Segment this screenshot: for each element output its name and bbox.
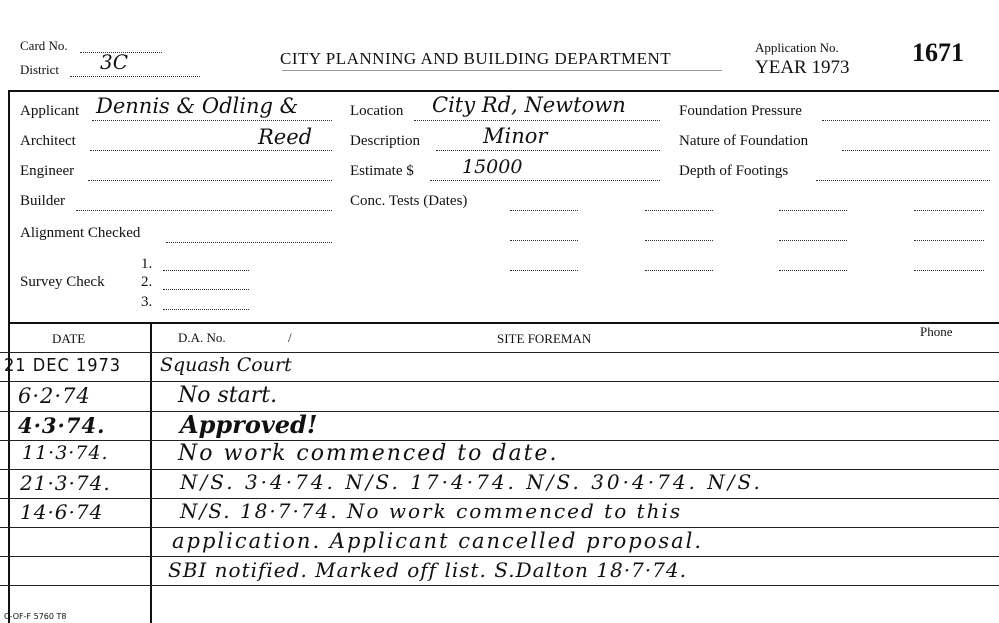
survey-label: Survey Check (20, 274, 105, 290)
engineer-label: Engineer (20, 163, 75, 179)
applicant-line (92, 120, 332, 121)
survey-3-label: 3. (141, 294, 153, 310)
conc-tests-label: Conc. Tests (Dates) (350, 193, 468, 209)
row-date: 14·6·74 (20, 500, 104, 524)
estimate-label: Estimate $ (350, 163, 414, 179)
form-code: C-OF-F 5760 T8 (4, 612, 67, 621)
description-line (436, 150, 660, 151)
description-value: Minor (483, 124, 548, 148)
alignment-line (166, 242, 332, 243)
survey-2-label: 2. (141, 274, 153, 290)
survey-1-label: 1. (141, 256, 153, 272)
nature-foundation-label: Nature of Foundation (679, 133, 809, 149)
architect-line (90, 150, 332, 151)
description-label: Description (350, 133, 420, 149)
conc-test-line (645, 240, 713, 241)
conc-test-line (510, 210, 578, 211)
table-top-border (8, 322, 999, 324)
location-value: City Rd, Newtown (432, 93, 626, 117)
engineer-line (88, 180, 332, 181)
district-label: District (20, 62, 59, 77)
row-date: 21 DEC 1973 (4, 355, 122, 376)
estimate-value: 15000 (462, 156, 523, 178)
year-label: YEAR 1973 (755, 57, 850, 78)
site-foreman-header: SITE FOREMAN (497, 331, 592, 346)
page-title: CITY PLANNING AND BUILDING DEPARTMENT (280, 49, 672, 68)
conc-test-line (645, 210, 713, 211)
table-row-line (0, 411, 999, 412)
row-text: application. Applicant cancelled proposal. (172, 529, 704, 553)
row-date: 21·3·74. (20, 471, 111, 495)
title-underline (282, 70, 722, 71)
survey-1-line (163, 270, 249, 271)
row-date: 11·3·74. (22, 442, 109, 464)
row-text: Approved! (180, 410, 318, 439)
conc-test-line (510, 240, 578, 241)
conc-test-line (779, 210, 847, 211)
district-value: 3C (100, 50, 129, 74)
builder-line (76, 210, 332, 211)
application-number: 1671 (912, 38, 964, 67)
location-label: Location (350, 103, 404, 119)
architect-value: Reed (258, 125, 313, 149)
date-header: DATE (52, 331, 86, 346)
conc-test-line (779, 240, 847, 241)
row-date: 6·2·74 (18, 384, 91, 408)
table-row-line (0, 585, 999, 586)
phone-header: Phone (920, 324, 953, 339)
applicant-label: Applicant (20, 103, 80, 119)
row-text: N/S. 3·4·74. N/S. 17·4·74. N/S. 30·4·74. N/S. (180, 470, 763, 494)
date-column-divider (150, 322, 152, 623)
da-header: D.A. No. (178, 330, 226, 345)
survey-2-line (163, 289, 249, 290)
row-date: 4·3·74. (18, 413, 106, 438)
builder-label: Builder (20, 193, 65, 209)
architect-label: Architect (20, 133, 76, 149)
row-text: N/S. 18·7·74. No work commenced to this (180, 499, 683, 523)
table-row-line (0, 381, 999, 382)
table-row-line (0, 556, 999, 557)
estimate-line (430, 180, 660, 181)
conc-test-line (914, 210, 984, 211)
conc-test-line (914, 240, 984, 241)
foundation-pressure-label: Foundation Pressure (679, 103, 802, 119)
card-no-label: Card No. (20, 38, 68, 53)
conc-test-line (914, 270, 984, 271)
foundation-pressure-line (822, 120, 990, 121)
row-text: SBI notified. Marked off list. S.Dalton 18·7·74. (168, 558, 687, 582)
depth-footings-label: Depth of Footings (679, 163, 789, 179)
da-slash: / (288, 330, 292, 345)
alignment-label: Alignment Checked (20, 225, 141, 241)
district-line (70, 76, 200, 77)
applicant-value: Dennis & Odling & (96, 94, 299, 118)
nature-foundation-line (842, 150, 990, 151)
conc-test-line (645, 270, 713, 271)
survey-3-line (163, 309, 249, 310)
row-text: Squash Court (160, 354, 292, 376)
row-text: No start. (178, 383, 278, 408)
row-text: No work commenced to date. (178, 441, 559, 466)
application-no-label: Application No. (755, 40, 839, 55)
conc-test-line (779, 270, 847, 271)
depth-footings-line (816, 180, 990, 181)
table-row-line (0, 352, 999, 353)
location-line (414, 120, 660, 121)
table-row-line (0, 527, 999, 528)
conc-test-line (510, 270, 578, 271)
header-divider (8, 90, 999, 92)
